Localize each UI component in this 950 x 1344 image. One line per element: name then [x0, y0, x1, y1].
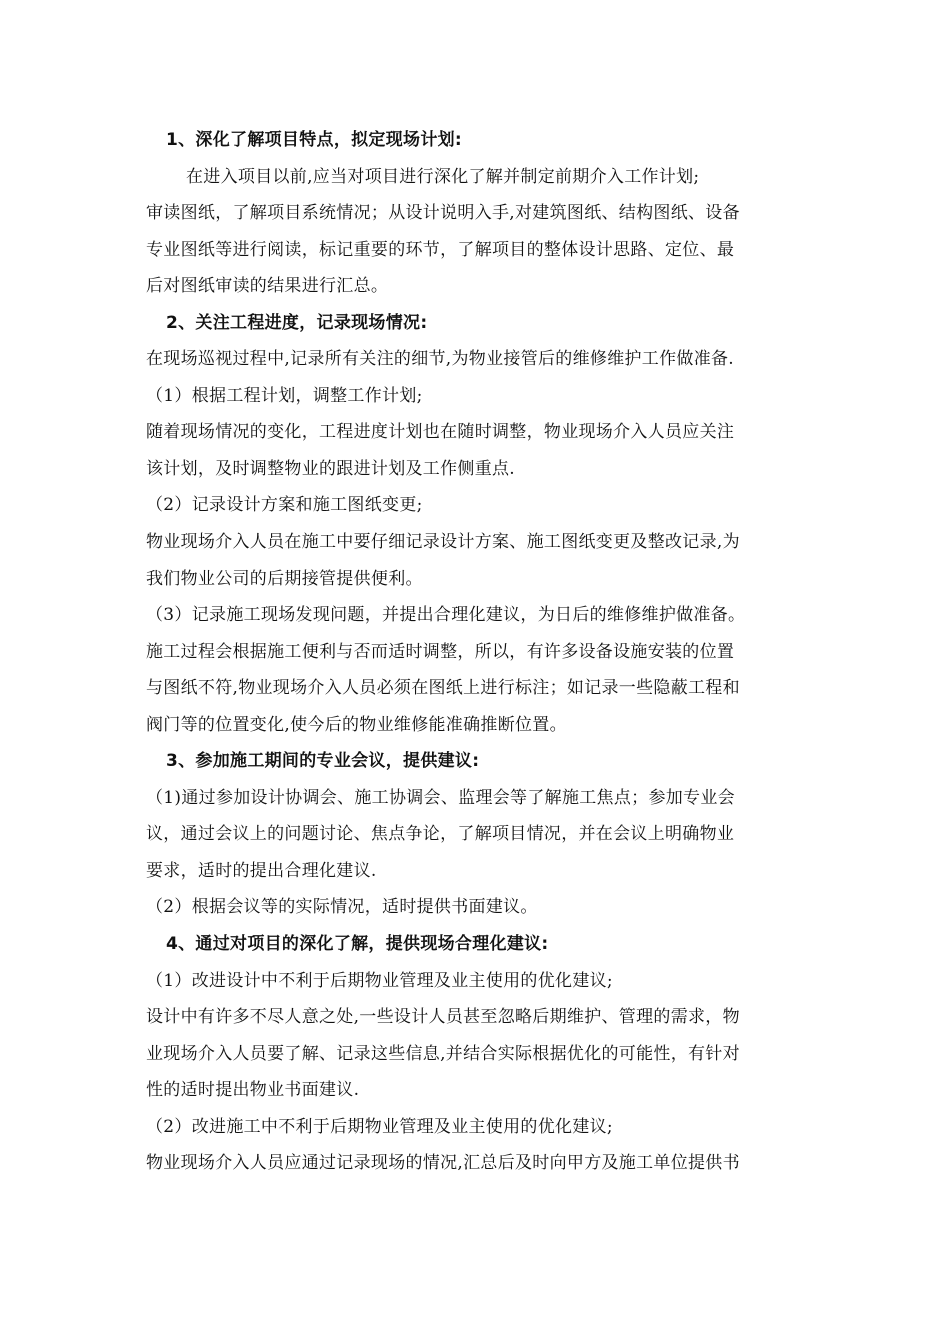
document-body [146, 122, 806, 1182]
paragraph-line: 专业图纸等进行阅读，标记重要的环节，了解项目的整体设计思路、定位、最 [146, 239, 735, 260]
sub-item-heading: （1）根据工程计划，调整工作计划; [146, 385, 423, 406]
paragraph-line: 我们物业公司的后期接管提供便利。 [146, 568, 423, 589]
paragraph-line: 阀门等的位置变化,使今后的物业维修能准确推断位置。 [146, 714, 567, 735]
paragraph-line: 业现场介入人员要了解、记录这些信息,并结合实际根据优化的可能性，有针对 [146, 1043, 740, 1064]
paragraph-line: 性的适时提出物业书面建议. [146, 1080, 360, 1101]
paragraph-line: 要求，适时的提出合理化建议. [146, 860, 377, 881]
section-heading-2: 2、关注工程进度，记录现场情况: [166, 312, 428, 333]
section-heading-4: 4、通过对项目的深化了解，提供现场合理化建议: [166, 934, 549, 955]
paragraph-line: 物业现场介入人员在施工中要仔细记录设计方案、施工图纸变更及整改记录,为 [146, 532, 740, 553]
paragraph-line: 随着现场情况的变化，工程进度计划也在随时调整，物业现场介入人员应关注 [146, 422, 735, 443]
paragraph-line: 议，通过会议上的问题讨论、焦点争论，了解项目情况，并在会议上明确物业 [146, 824, 735, 845]
paragraph-line: 审读图纸，了解项目系统情况；从设计说明入手,对建筑图纸、结构图纸、设备 [146, 203, 740, 224]
paragraph-line: 设计中有许多不尽人意之处,一些设计人员甚至忽略后期维护、管理的需求，物 [146, 1007, 740, 1028]
sub-item-heading: （1）改进设计中不利于后期物业管理及业主使用的优化建议; [146, 970, 613, 991]
sub-item-heading: （2）记录设计方案和施工图纸变更; [146, 495, 423, 516]
section-heading-3: 3、参加施工期间的专业会议，提供建议: [166, 751, 480, 772]
section-heading-1: 1、深化了解项目特点，拟定现场计划: [166, 130, 463, 150]
paragraph-line: 该计划，及时调整物业的跟进计划及工作侧重点. [146, 458, 516, 479]
sub-item-heading: （2）根据会议等的实际情况，适时提供书面建议。 [146, 897, 538, 918]
sub-item-heading: （3）记录施工现场发现问题，并提出合理化建议，为日后的维修维护做准备。 [146, 605, 746, 626]
paragraph-line: 后对图纸审读的结果进行汇总。 [146, 276, 389, 297]
paragraph-line: 在现场巡视过程中,记录所有关注的细节,为物业接管后的维修维护工作做准备. [146, 349, 735, 370]
paragraph-line: 与图纸不符,物业现场介入人员必须在图纸上进行标注；如记录一些隐蔽工程和 [146, 678, 740, 699]
paragraph-line: 施工过程会根据施工便利与否而适时调整，所以，有许多设备设施安装的位置 [146, 641, 735, 662]
sub-item-heading: （2）改进施工中不利于后期物业管理及业主使用的优化建议; [146, 1116, 613, 1137]
sub-item-heading: （1)通过参加设计协调会、施工协调会、监理会等了解施工焦点；参加专业会 [146, 787, 735, 808]
paragraph-line: 在进入项目以前,应当对项目进行深化了解并制定前期介入工作计划; [186, 166, 700, 187]
paragraph-line: 物业现场介入人员应通过记录现场的情况,汇总后及时向甲方及施工单位提供书 [146, 1153, 740, 1174]
